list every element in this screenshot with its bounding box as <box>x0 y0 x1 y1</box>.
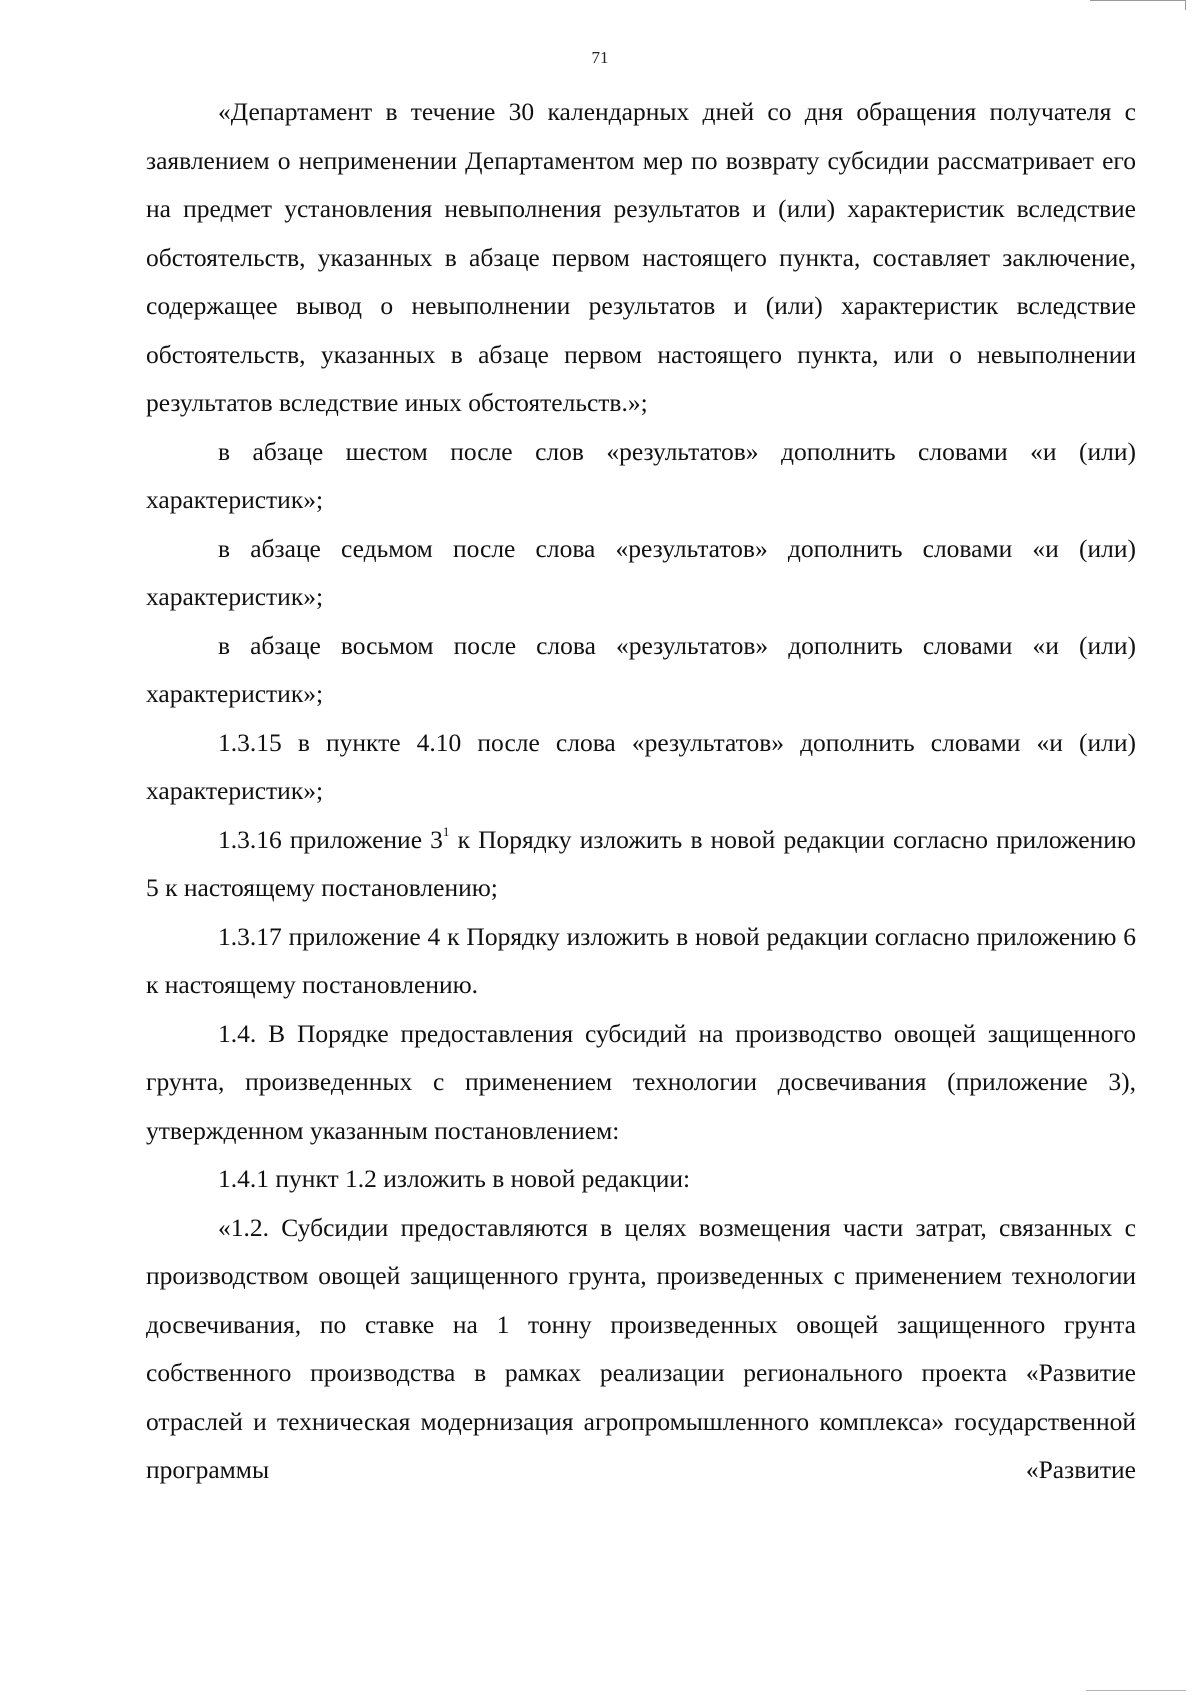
paragraph-1-3-16-rest: к Порядку изложить в новой редакции согласно приложению 5 к настоящему постановлению; <box>146 824 1136 902</box>
paragraph-department-conclusion: «Департамент в течение 30 календарных дней со дня обращения получателя с заявлением о неприменении Департаментом мер по возврату субсидии рассматривает его на предмет установления невыполнения результатов и (или) характеристик вследствие обстоятельств, указанных в абзаце первом настоящего пункта, составляет заключение, содержащее вывод о невыполнении результатов и (или) характеристик вследствие обстоятельств, указанных в абзаце первом настоящего пункта, или о невыполнении результатов вследствие иных обстоятельств.»; <box>146 97 1136 417</box>
scan-edge-tick <box>1185 0 1186 10</box>
paragraph-1-4: 1.4. В Порядке предоставления субсидий на производство овощей защищенного грунта, произведенных с применением технологии досвечивания (приложение 3), утвержденном указанным постановлением: <box>146 1018 1136 1145</box>
superscript-mark: 1 <box>442 824 450 839</box>
paragraph-abzac-6: в абзаце шестом после слов «результатов» дополнить словами «и (или) характеристик»; <box>146 436 1136 514</box>
paragraph-1-3-17: 1.3.17 приложение 4 к Порядку изложить в новой редакции согласно приложению 6 к настоящему постановлению. <box>146 921 1136 999</box>
paragraph-1-2-subsidies: «1.2. Субсидии предоставляются в целях возмещения части затрат, связанных с производством овощей защищенного грунта, произведенных с применением технологии досвечивания, по ставке на 1 тонну произведенных овощей защищенного грунта собственного производства в рамках реализации регионального проекта «Развитие отраслей и техническая модернизация агропромышленного комплекса» государственной программы «Развитие <box>146 1212 1136 1484</box>
paragraph-1-4-1: 1.4.1 пункт 1.2 изложить в новой редакции: <box>218 1164 691 1193</box>
paragraph-abzac-7: в абзаце седьмом после слова «результатов» дополнить словами «и (или) характеристик»; <box>146 533 1136 611</box>
scan-edge-mark-top <box>1090 0 1186 5</box>
paragraph-1-3-15: 1.3.15 в пункте 4.10 после слова «результатов» дополнить словами «и (или) характеристик»; <box>146 727 1136 805</box>
paragraph-1-3-16-lead: 1.3.16 приложение 3 <box>218 824 443 854</box>
page-number: 71 <box>591 48 609 67</box>
document-body <box>146 88 1136 1495</box>
scan-edge-mark-bottom <box>1086 1690 1186 1691</box>
paragraph-1-3-16 <box>146 816 1136 913</box>
paragraph-abzac-8: в абзаце восьмом после слова «результатов» дополнить словами «и (или) характеристик»; <box>146 630 1136 708</box>
